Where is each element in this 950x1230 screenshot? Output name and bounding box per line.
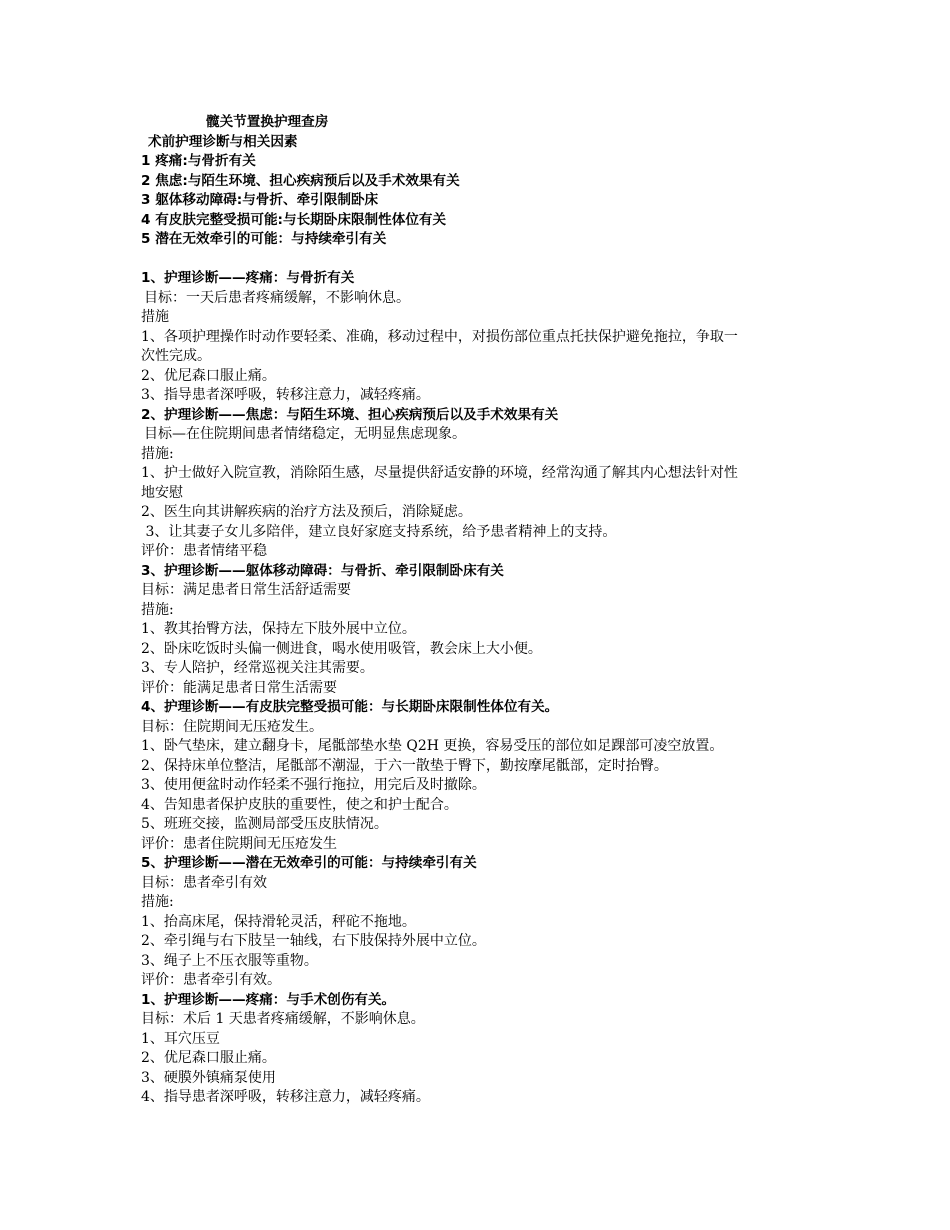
postop-section-1-heading: 1、护理诊断——疼痛：与手术创伤有关。 [141, 991, 396, 1008]
section-3-goal: 目标：满足患者日常生活舒适需要 [141, 582, 351, 598]
section-5-measure-3: 3、绳子上不压衣服等重物。 [141, 952, 318, 969]
preop-item-5: 5 潜在无效牵引的可能：与持续牵引有关 [141, 231, 387, 247]
section-5-measures-label: 措施: [141, 894, 174, 910]
section-5-measure-1: 1、抬高床尾，保持滑轮灵活，秤砣不拖地。 [141, 913, 416, 930]
document-title: 髋关节置换护理查房 [206, 114, 329, 130]
postop-section-1-measure-3: 3、硬膜外镇痛泵使用 [141, 1069, 276, 1086]
section-1-measure-3: 3、指导患者深呼吸，转移注意力，减轻疼痛。 [141, 387, 430, 403]
section-3-heading: 3、护理诊断——躯体移动障碍：与骨折、牵引限制卧床有关 [141, 562, 504, 579]
section-1-goal: 目标：一天后患者疼痛缓解，不影响休息。 [144, 289, 410, 306]
section-1-measure-1: 1、各项护理操作时动作要轻柔、准确，移动过程中，对损伤部位重点托扶保护避免拖拉，争取一 [141, 328, 738, 345]
section-4-measure-4: 4、告知患者保护皮肤的重要性，使之和护士配合。 [141, 796, 458, 813]
section-4-evaluation: 评价：患者住院期间无压疮发生 [141, 835, 337, 852]
section-3-measures-label: 措施: [141, 601, 174, 618]
postop-section-1-goal: 目标：术后 1 天患者疼痛缓解，不影响休息。 [141, 1011, 425, 1027]
section-4-measure-2: 2、保持床单位整洁，尾骶部不潮湿，于六一散垫于臀下，勤按摩尾骶部，定时抬臀。 [141, 757, 668, 774]
section-5-goal: 目标：患者牵引有效 [141, 874, 267, 891]
preop-item-3: 3 躯体移动障碍:与骨折、牵引限制卧床 [141, 192, 379, 208]
section-5-measure-2: 2、牵引绳与右下肢呈一轴线，右下肢保持外展中立位。 [141, 933, 486, 949]
section-3-measure-1: 1、教其抬臀方法，保持左下肢外展中立位。 [141, 621, 416, 637]
preop-section-title: 术前护理诊断与相关因素 [148, 133, 298, 150]
section-5-heading: 5、护理诊断——潜在无效牵引的可能：与持续牵引有关 [141, 855, 477, 871]
section-1-heading: 1、护理诊断——疼痛：与骨折有关 [141, 270, 355, 286]
section-1-measures-label: 措施 [141, 309, 169, 325]
section-2-goal: 目标—在住院期间患者情绪稳定，无明显焦虑现象。 [144, 426, 466, 442]
section-4-measure-1: 1、卧气垫床，建立翻身卡，尾骶部垫水垫 Q2H 更换，容易受压的部位如足踝部可凌空放置。 [141, 738, 724, 754]
section-3-evaluation: 评价：能满足患者日常生活需要 [141, 679, 337, 696]
section-4-goal: 目标：住院期间无压疮发生。 [141, 718, 323, 735]
preop-item-1: 1 疼痛:与骨折有关 [141, 153, 256, 169]
section-4-measure-3: 3、使用便盆时动作轻柔不强行拖拉，用完后及时撤除。 [141, 777, 486, 793]
section-2-measure-3: 3、让其妻子女儿多陪伴，建立良好家庭支持系统，给予患者精神上的支持。 [141, 523, 617, 540]
section-2-measure-1-cont: 地安慰 [141, 484, 183, 501]
section-1-measure-1-cont: 次性完成。 [141, 348, 211, 364]
section-4-measure-5: 5、班班交接，监测局部受压皮肤情况。 [141, 816, 388, 832]
postop-section-1-measure-2: 2、优尼森口服止痛。 [141, 1050, 276, 1066]
section-1-measure-2: 2、优尼森口服止痛。 [141, 367, 276, 384]
preop-item-4: 4 有皮肤完整受损可能:与长期卧床限制性体位有关 [141, 211, 447, 228]
postop-section-1-measure-1: 1、耳穴压豆 [141, 1030, 220, 1047]
preop-item-2: 2 焦虑:与陌生环境、担心疾病预后以及手术效果有关 [141, 172, 460, 189]
section-2-evaluation: 评价：患者情绪平稳 [141, 543, 267, 559]
section-5-evaluation: 评价：患者牵引有效。 [141, 972, 281, 988]
section-2-measure-2: 2、医生向其讲解疾病的治疗方法及预后，消除疑虑。 [141, 504, 472, 520]
spacer [141, 250, 830, 270]
section-4-heading: 4、护理诊断——有皮肤完整受损可能：与长期卧床限制性体位有关。 [141, 699, 559, 715]
section-2-measures-label: 措施: [141, 445, 174, 462]
section-2-measure-1: 1、护士做好入院宣教，消除陌生感，尽量提供舒适安静的环境，经常沟通了解其内心想法针对性 [141, 465, 738, 481]
section-3-measure-2: 2、卧床吃饭时头偏一侧进食，喝水使用吸管，教会床上大小便。 [141, 640, 542, 657]
section-3-measure-3: 3、专人陪护，经常巡视关注其需要。 [141, 660, 374, 676]
section-2-heading: 2、护理诊断——焦虑：与陌生环境、担心疾病预后以及手术效果有关 [141, 406, 559, 423]
postop-section-1-measure-4: 4、指导患者深呼吸，转移注意力，减轻疼痛。 [141, 1089, 430, 1105]
